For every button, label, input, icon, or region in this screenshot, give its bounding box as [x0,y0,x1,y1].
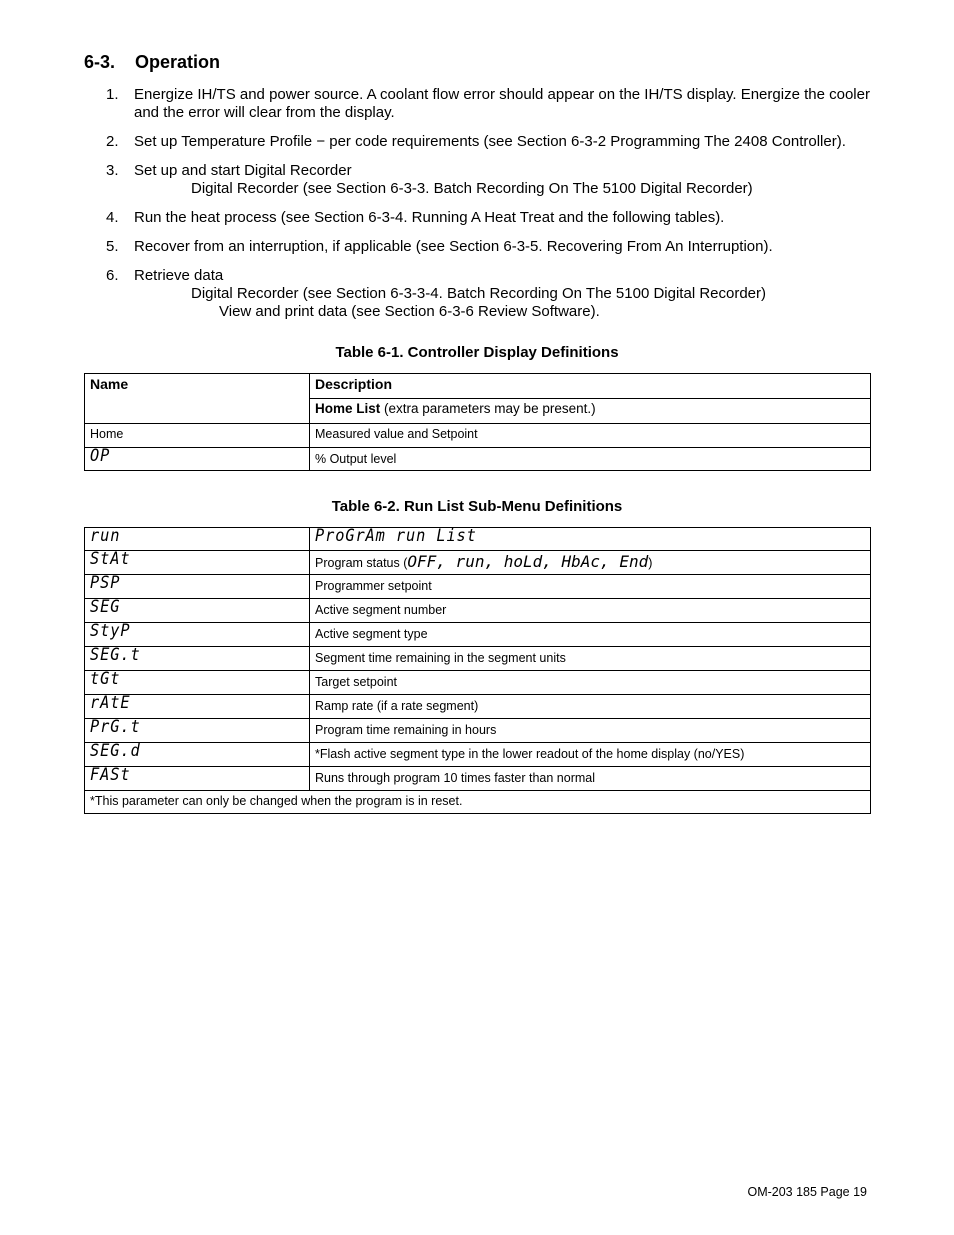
param-description: Target setpoint [310,671,871,695]
table1-col-name: Name [85,374,310,424]
table2-title: Table 6-2. Run List Sub-Menu Definitions [331,498,623,515]
param-description: Active segment number [310,599,871,623]
step-text: Retrieve data [134,267,224,284]
step-text: Energize IH/TS and power source. A coolant flow error should appear on the IH/TS display. Energize the cooler and the error will clear from the display. [134,86,870,121]
param-code: run [90,526,121,546]
step-item [0,209,954,227]
param-description: Active segment type [310,623,871,647]
table-footnote-row [85,791,871,814]
param-description: Runs through program 10 times faster than normal [310,767,871,791]
step-item [0,133,954,151]
step-subtext-2: View and print data (see Section 6-3-6 Review Software). [219,303,600,320]
param-code: StyP [90,621,131,641]
step-item [0,86,954,122]
param-code-desc: ProGrAm run List [315,526,477,546]
table1-col-description: Description [310,374,871,399]
table-row [85,647,871,671]
param-code: PrG.t [90,717,141,737]
step-number: 3. [106,162,119,179]
table-row [85,623,871,647]
param-description: *Flash active segment type in the lower readout of the home display (no/YES) [310,743,871,767]
step-number: 1. [106,86,119,103]
table-row [85,671,871,695]
param-description: Segment time remaining in the segment units [310,647,871,671]
controller-display-table [84,373,871,471]
section-title: Operation [135,52,221,72]
operation-steps [0,86,954,332]
section-heading [84,52,220,73]
home-list-label: Home List [315,401,381,416]
param-code: FASt [90,765,131,785]
param-code: rAtE [90,693,131,713]
table-row [85,551,871,575]
home-list-note: (extra parameters may be present.) [380,401,596,416]
param-description: Ramp rate (if a rate segment) [310,695,871,719]
step-text: Run the heat process (see Section 6-3-4. Running A Heat Treat and the following tables). [134,209,725,226]
step-number: 5. [106,238,119,255]
param-code: PSP [90,573,121,593]
table-row [85,448,871,471]
table-footnote: *This parameter can only be changed when the program is in reset. [85,791,871,814]
step-item [0,162,954,198]
param-code: tGt [90,669,121,689]
step-text: Set up Temperature Profile − per code requirements (see Section 6-3-2 Programming The 2408 Controller). [134,133,846,150]
param-description: Programmer setpoint [310,575,871,599]
section-number: 6-3. [84,52,116,72]
step-item [0,238,954,256]
param-description: % Output level [310,448,871,471]
param-code: SEG [90,597,121,617]
step-text: Set up and start Digital Recorder [134,162,352,179]
param-code: SEG.d [90,741,141,761]
param-code: OP [90,446,111,466]
table-row [85,424,871,448]
param-code: StAt [90,549,131,569]
param-name: Home [85,424,310,448]
page-footer: OM-203 185 Page 19 [747,1185,867,1199]
run-list-table [84,527,871,814]
param-code: SEG.t [90,645,141,665]
table-row [85,528,871,551]
param-description: Measured value and Setpoint [310,424,871,448]
table-row [85,695,871,719]
step-number: 6. [106,267,119,284]
table1-title: Table 6-1. Controller Display Definitions [335,344,619,361]
step-subtext: Digital Recorder (see Section 6-3-3. Batch Recording On The 5100 Digital Recorder) [191,180,753,197]
status-codes: OFF, run, hoLd, HbAc, End [407,552,649,571]
table-row [85,743,871,767]
table-row [85,599,871,623]
status-suffix: ) [648,556,653,570]
step-text: Recover from an interruption, if applicable (see Section 6-3-5. Recovering From An Interruption). [134,238,773,255]
table-row [85,767,871,791]
table-row [85,719,871,743]
step-item [0,267,954,321]
step-subtext: Digital Recorder (see Section 6-3-3-4. Batch Recording On The 5100 Digital Recorder) [191,285,767,302]
status-prefix: Program status ( [315,556,408,570]
home-list-cell [310,399,871,424]
step-number: 2. [106,133,119,150]
step-number: 4. [106,209,119,226]
table-row [85,575,871,599]
param-description: Program time remaining in hours [310,719,871,743]
